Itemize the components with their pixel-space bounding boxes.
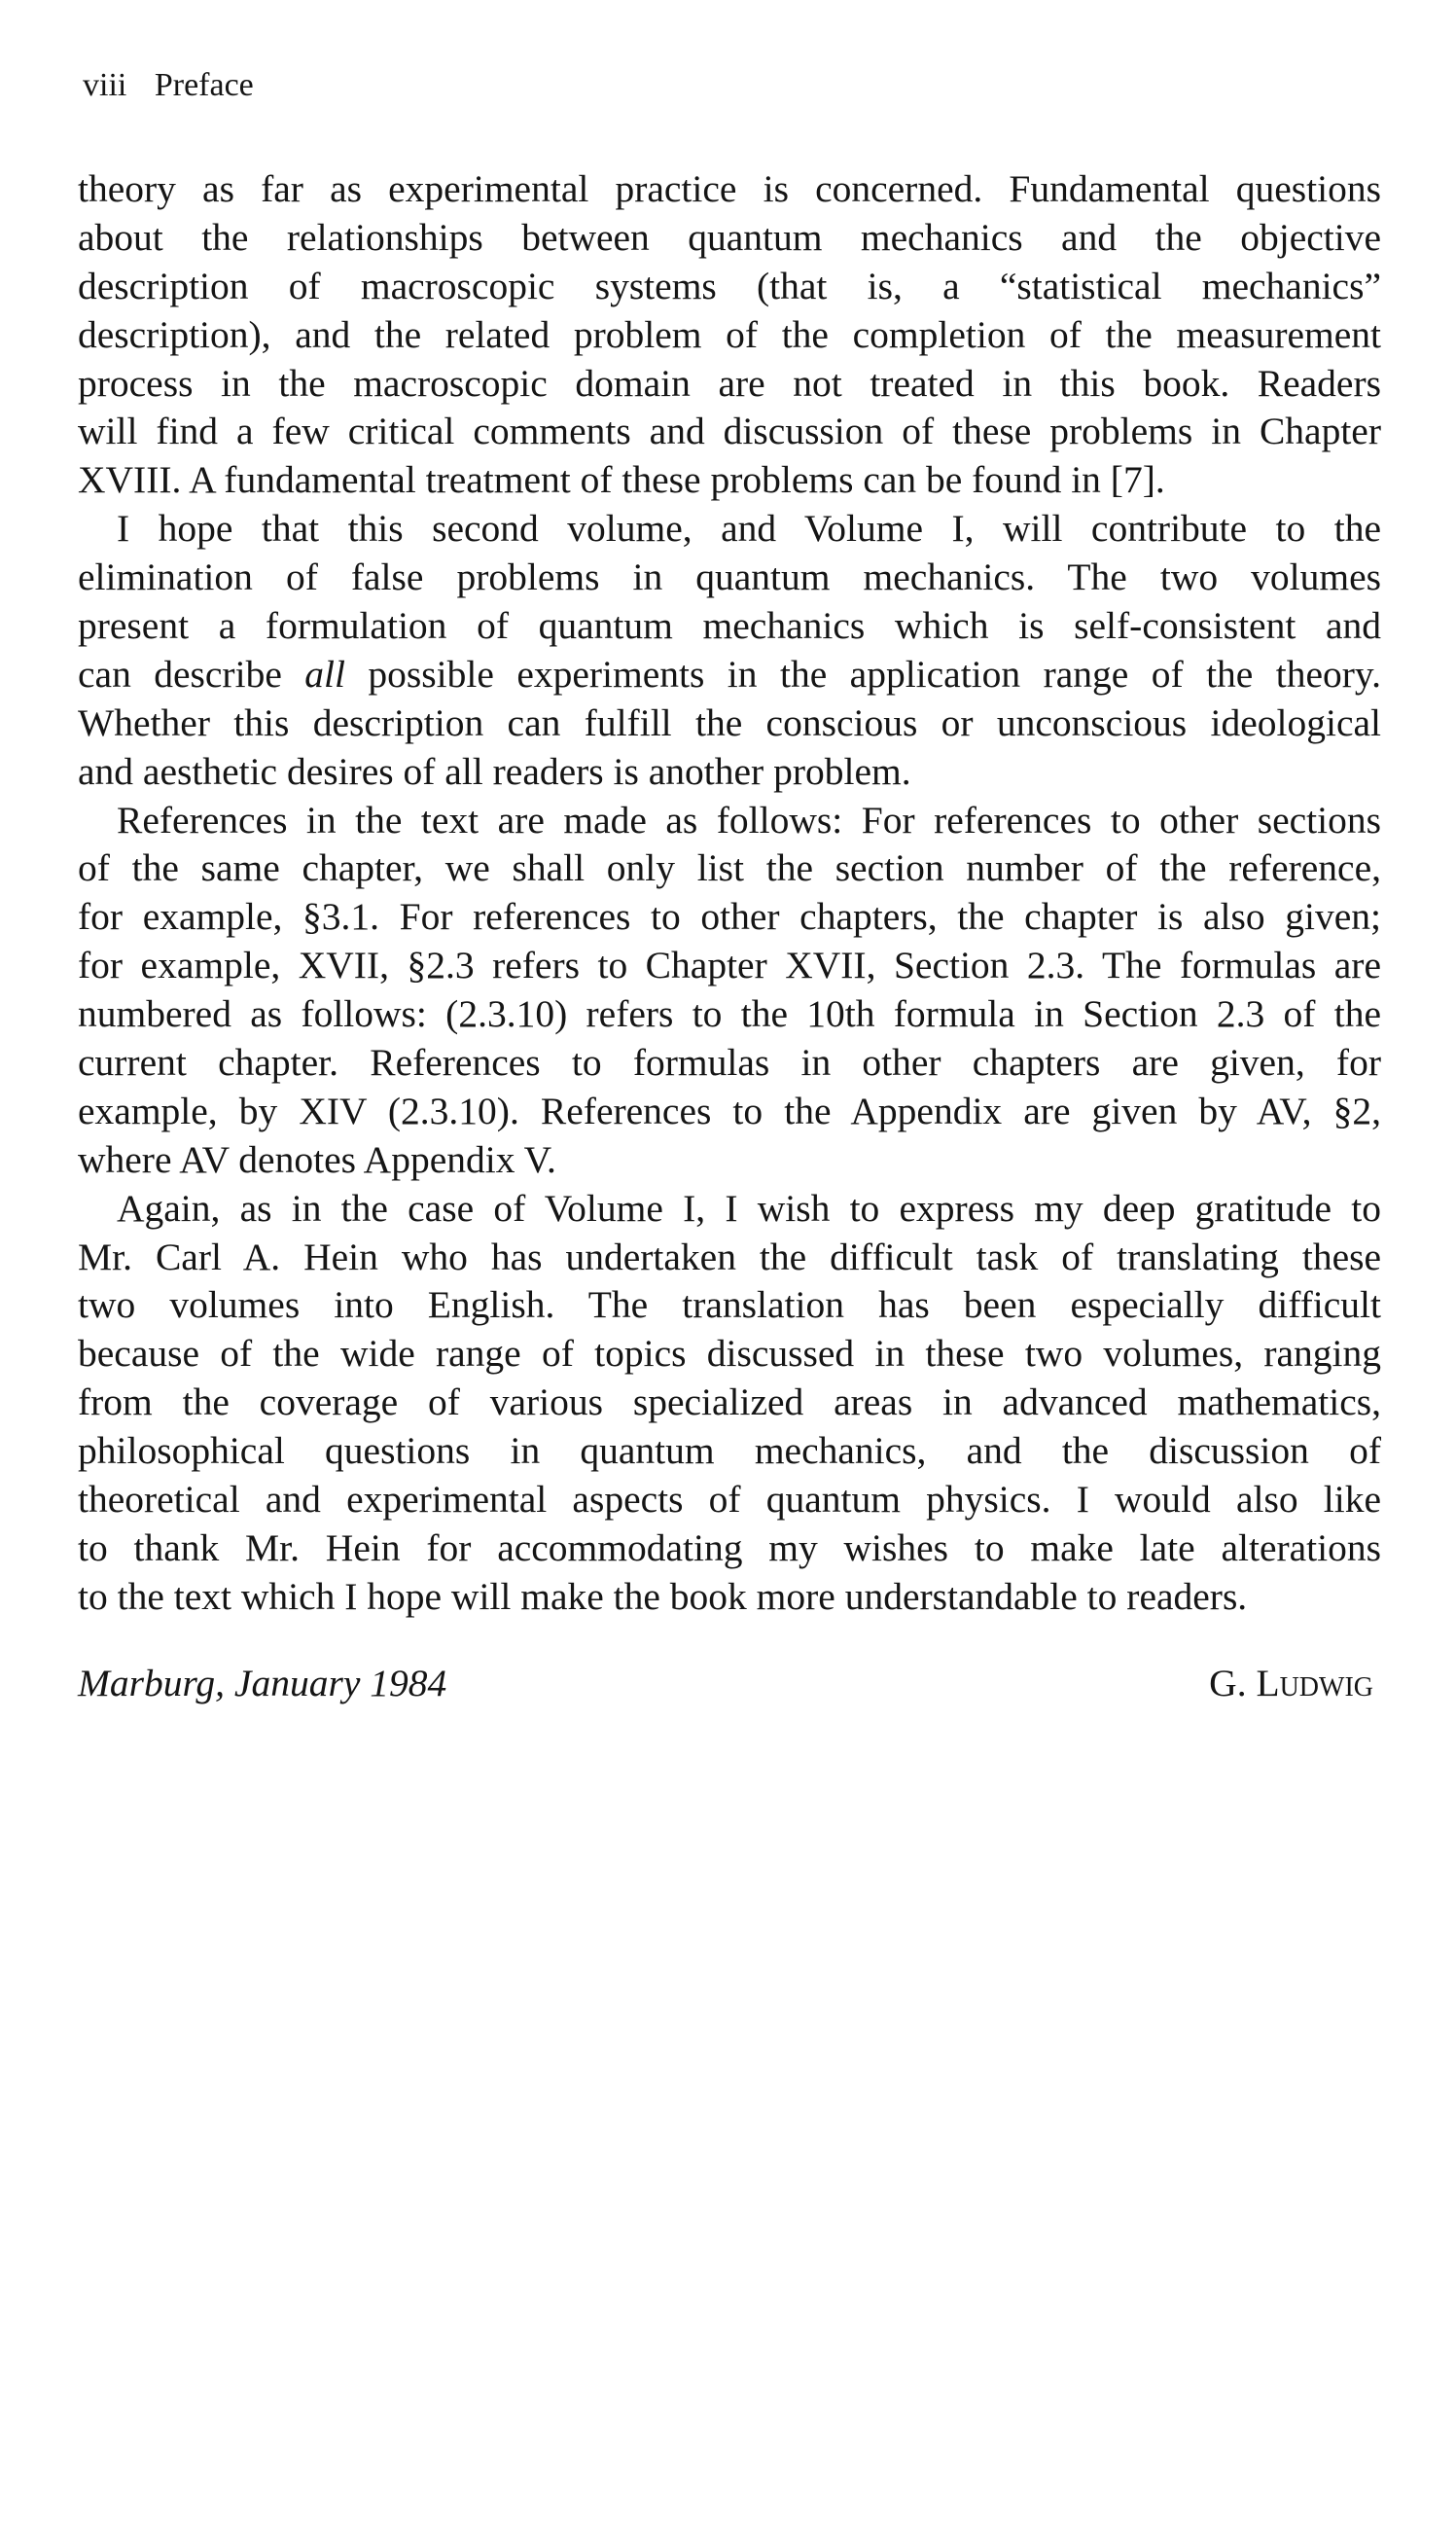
text-line: current chapter. References to formulas in other chapters are given, for: [78, 1041, 1381, 1085]
text-line: two volumes into English. The translation has been especially difficult: [78, 1283, 1381, 1327]
text-line: where AV denotes Appendix V.: [78, 1137, 556, 1181]
text-line: theory as far as experimental practice is concerned. Fundamental questions: [78, 167, 1381, 210]
page-number: viii: [83, 67, 127, 103]
text-line: to thank Mr. Hein for accommodating my wishes to make late alterations: [78, 1525, 1381, 1569]
signature-block: [78, 1659, 1373, 1707]
paragraph: [78, 165, 1381, 505]
text-line: to the text which I hope will make the book more understandable to readers.: [78, 1574, 1248, 1618]
text-line: description of macroscopic systems (that is, a “statistical mechanics”: [78, 264, 1381, 307]
text-line: from the coverage of various specialized areas in advanced mathematics,: [78, 1380, 1381, 1424]
text-line: XVIII. A fundamental treatment of these problems can be found in [7].: [78, 458, 1165, 502]
text-line: process in the macroscopic domain are not treated in this book. Readers: [78, 361, 1381, 405]
text-line: example, by XIV (2.3.10). References to the Appendix are given by AV, §2,: [78, 1089, 1381, 1132]
text-line: Whether this description can fulfill the conscious or unconscious ideological: [78, 700, 1381, 744]
text-line: because of the wide range of topics discussed in these two volumes, ranging: [78, 1332, 1381, 1376]
text-line: present a formulation of quantum mechanics which is self-consistent and: [78, 604, 1381, 648]
text-line: Mr. Carl A. Hein who has undertaken the difficult task of translating these: [78, 1235, 1381, 1278]
paragraph: [78, 1185, 1381, 1622]
running-head: [83, 66, 254, 105]
text-line: Again, as in the case of Volume I, I wish to express my deep gratitude to: [117, 1186, 1381, 1230]
text-line: I hope that this second volume, and Volume I, will contribute to the: [117, 507, 1381, 551]
text-line: numbered as follows: (2.3.10) refers to the 10th formula in Section 2.3 of the: [78, 992, 1381, 1036]
paragraph: [78, 505, 1381, 796]
text-line: will find a few critical comments and discussion of these problems in Chapter: [78, 410, 1381, 453]
text-line: for example, §3.1. For references to other chapters, the chapter is also given;: [78, 895, 1381, 939]
text-line: theoretical and experimental aspects of quantum physics. I would also like: [78, 1478, 1381, 1522]
text-line: can describe all possible experiments in the application range of the theory.: [78, 652, 1381, 696]
text-line: about the relationships between quantum mechanics and the objective: [78, 215, 1381, 259]
place-date: Marburg, January 1984: [78, 1662, 447, 1704]
author-name: G. Ludwig: [1209, 1662, 1373, 1704]
text-line: and aesthetic desires of all readers is another problem.: [78, 749, 911, 793]
text-line: of the same chapter, we shall only list the section number of the reference,: [78, 846, 1381, 890]
text-line: for example, XVII, §2.3 refers to Chapter XVII, Section 2.3. The formulas are: [78, 944, 1381, 987]
text-line: description), and the related problem of the completion of the measurement: [78, 312, 1381, 356]
paragraph: [78, 797, 1381, 1185]
text-line: References in the text are made as follows: For references to other sections: [117, 798, 1381, 842]
text-line: philosophical questions in quantum mechanics, and the discussion of: [78, 1429, 1381, 1473]
preface-body: [78, 165, 1381, 1622]
section-title: Preface: [154, 67, 254, 103]
text-line: elimination of false problems in quantum mechanics. The two volumes: [78, 556, 1381, 599]
